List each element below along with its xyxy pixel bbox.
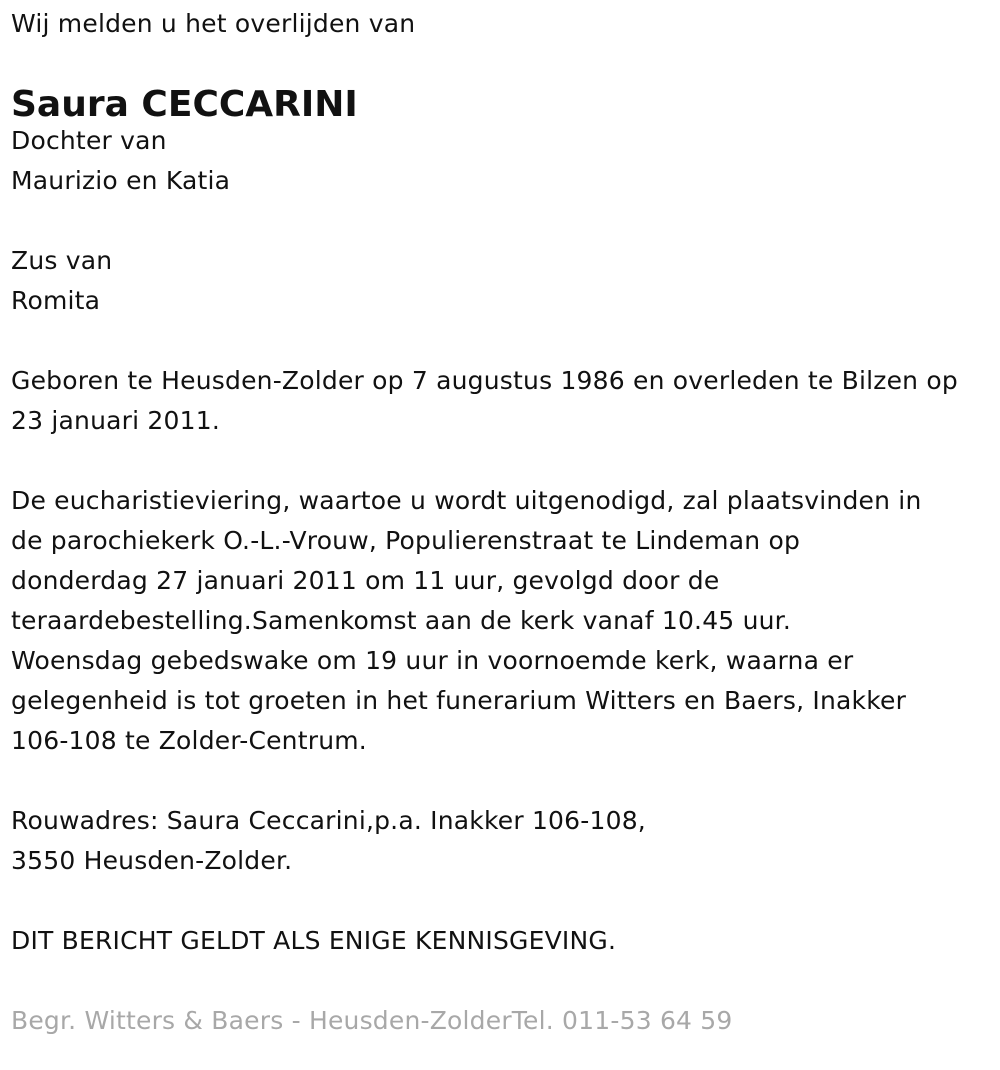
mourning-address-line: Rouwadres: Saura Ceccarini,p.a. Inakker 106-108, [11,806,646,835]
sibling-names: Romita [11,286,101,315]
deceased-name: Saura CECCARINI [11,84,358,125]
funeral-home-footer: Begr. Witters & Baers - Heusden-ZolderTel. 011-53 64 59 [11,1006,733,1035]
ceremony-line: 106-108 te Zolder-Centrum. [11,726,367,755]
daughter-of-label: Dochter van [11,126,167,155]
mourning-address-line: 3550 Heusden-Zolder. [11,846,293,875]
spacer [11,441,1000,481]
ceremony-line: de parochiekerk O.-L.-Vrouw, Populierenstraat te Lindeman op [11,526,801,555]
intro-text: Wij melden u het overlijden van [11,9,416,38]
spacer [11,881,1000,921]
birth-death-line: 23 januari 2011. [11,406,220,435]
spacer [11,761,1000,801]
ceremony-line: donderdag 27 januari 2011 om 11 uur, gevolgd door de [11,566,720,595]
ceremony-line: De eucharistieviering, waartoe u wordt uitgenodigd, zal plaatsvinden in [11,486,922,515]
spacer [11,201,1000,241]
spacer [11,321,1000,361]
sister-of-label: Zus van [11,246,113,275]
ceremony-line: gelegenheid is tot groeten in het funerarium Witters en Baers, Inakker [11,686,907,715]
sole-notice-text: DIT BERICHT GELDT ALS ENIGE KENNISGEVING. [11,926,617,955]
parents-names: Maurizio en Katia [11,166,231,195]
ceremony-line: teraardebestelling.Samenkomst aan de kerk vanaf 10.45 uur. [11,606,791,635]
ceremony-line: Woensdag gebedswake om 19 uur in voornoemde kerk, waarna er [11,646,854,675]
birth-death-line: Geboren te Heusden-Zolder op 7 augustus 1986 en overleden te Bilzen op [11,366,958,395]
spacer [11,961,1000,1001]
